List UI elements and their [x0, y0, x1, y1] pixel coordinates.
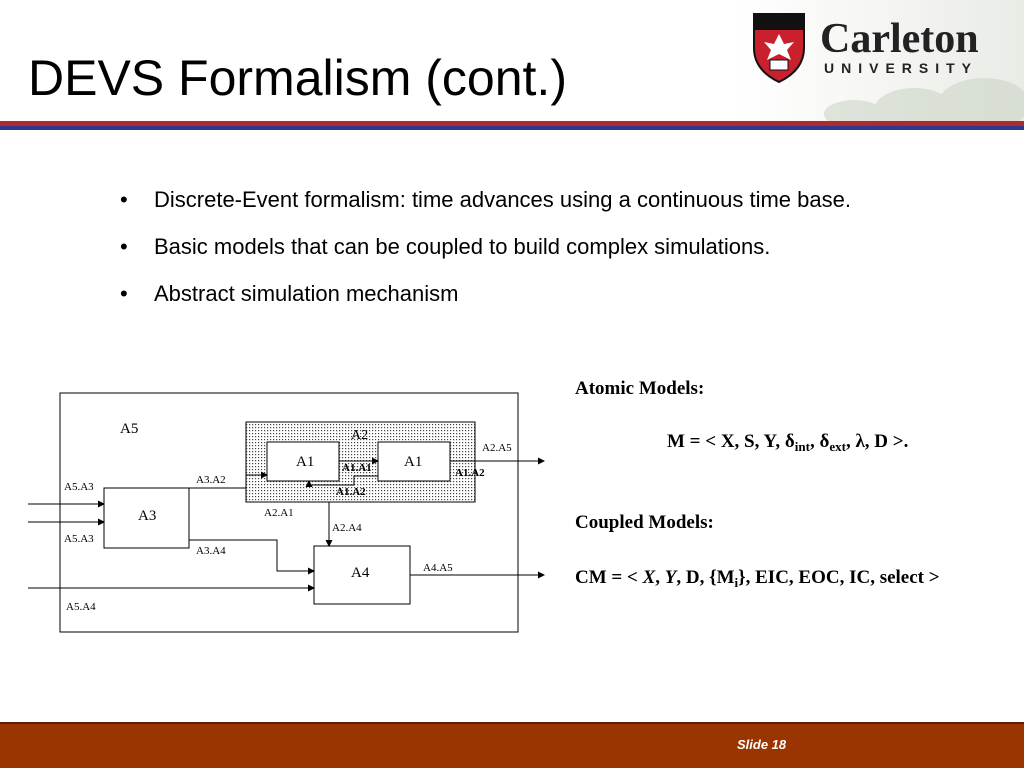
port-a2-a4: A2.A4	[332, 522, 362, 534]
port-a3-a4: A3.A4	[196, 545, 226, 557]
bullet-item: • Discrete-Event formalism: time advances using a continuous time base.	[120, 187, 851, 212]
label-a4: A4	[351, 565, 370, 581]
bullet-item: • Abstract simulation mechanism	[120, 281, 459, 306]
bullet-list	[118, 186, 851, 327]
devs-coupled-model-diagram	[24, 385, 554, 640]
logo-subtitle: UNIVERSITY	[824, 60, 979, 76]
bullet-icon: •	[120, 234, 128, 259]
bullet-icon: •	[120, 281, 128, 306]
label-a1-right: A1	[404, 454, 423, 470]
header-rule-blue	[0, 126, 1024, 130]
bullet-icon: •	[120, 187, 128, 212]
label-a2: A2	[351, 428, 369, 443]
label-a3: A3	[138, 508, 157, 524]
carleton-logo	[734, 0, 1024, 121]
port-a1-a2-inner: A1.A2	[336, 486, 366, 498]
port-a5-a4: A5.A4	[66, 601, 96, 613]
port-a1-a2-right: A1.A2	[455, 467, 485, 479]
bullet-item: • Basic models that can be coupled to build complex simulations.	[120, 234, 771, 259]
atomic-model-formula: M = < X, S, Y, $\delta_{int}$, $\delta_{ext}$, λ, D >.	[667, 431, 909, 454]
logo-wordmark: Carleton	[820, 16, 979, 62]
shield-icon	[754, 14, 804, 82]
port-a2-a5: A2.A5	[482, 442, 512, 454]
port-a5-a3-bottom: A5.A3	[64, 533, 94, 545]
port-a5-a3-top: A5.A3	[64, 481, 94, 493]
slide-number: Slide 18	[737, 737, 787, 752]
label-a1-left: A1	[296, 454, 315, 470]
atomic-models-heading: Atomic Models:	[575, 378, 705, 399]
port-a2-a1: A2.A1	[264, 507, 294, 519]
coupled-models-heading: Coupled Models:	[575, 512, 714, 533]
footer-bar	[0, 724, 1024, 768]
port-a3-a2: A3.A2	[196, 474, 226, 486]
slide-title: DEVS Formalism (cont.)	[28, 50, 567, 106]
label-a5: A5	[120, 421, 139, 437]
port-a4-a5: A4.A5	[423, 562, 453, 574]
coupled-model-formula: CM = < X, Y, D, $\{M_i\}$, EIC, EOC, IC, select >	[575, 567, 940, 590]
port-a1-a1: A1.A1	[342, 462, 372, 474]
